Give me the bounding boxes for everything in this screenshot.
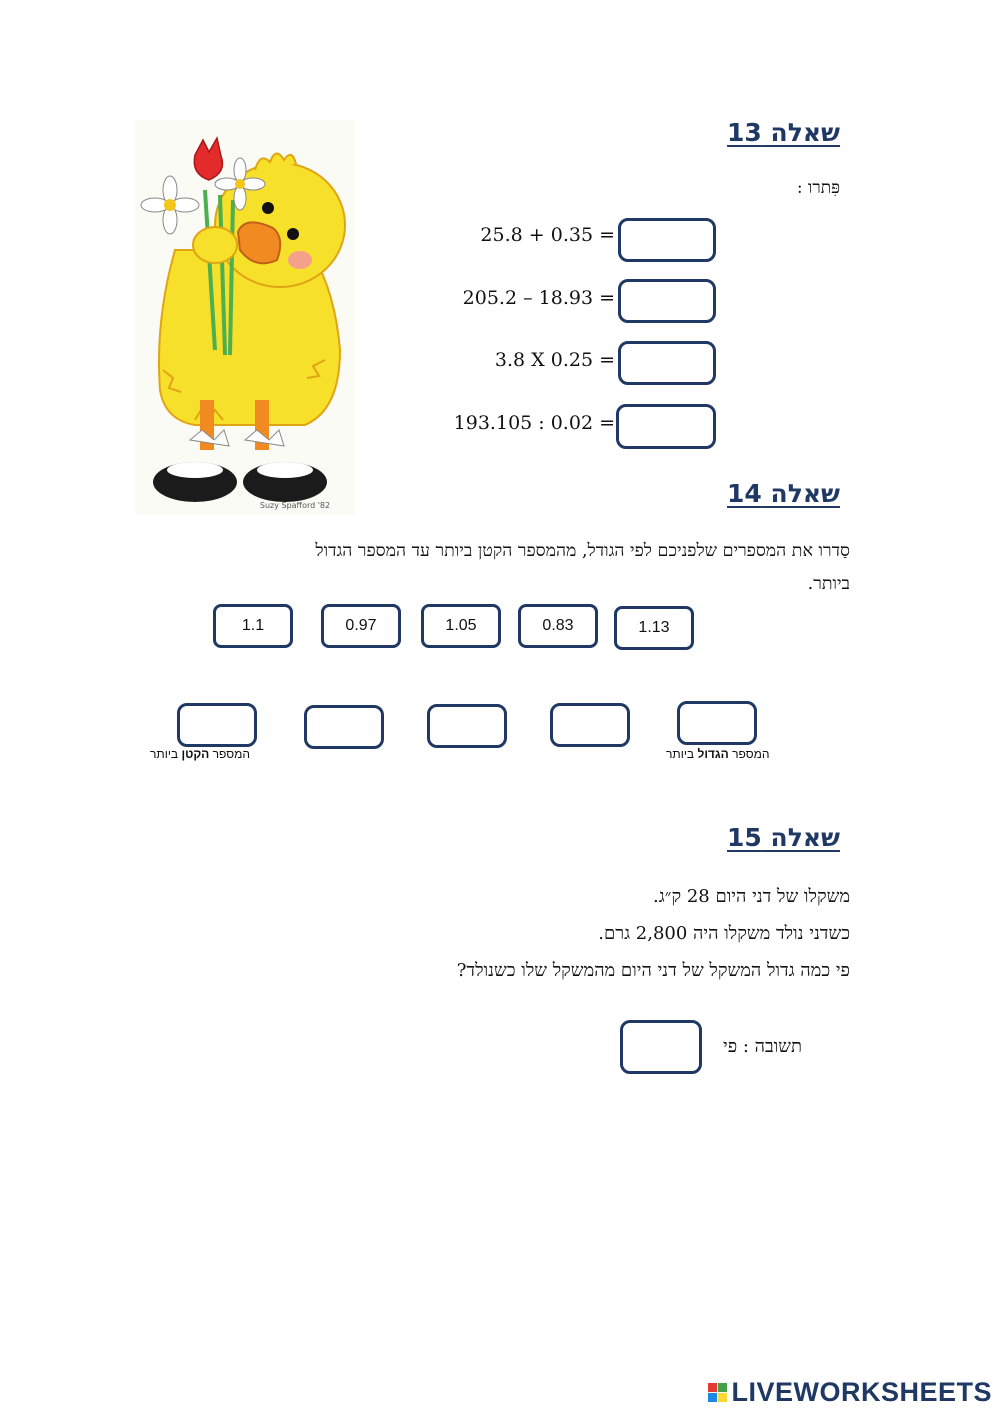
liveworksheets-logo <box>708 1377 992 1408</box>
q13-heading: שאלה 13 <box>727 118 840 147</box>
label-largest: המספר הגדול ביותר <box>666 747 770 761</box>
q14-order-slot-5[interactable] <box>677 701 757 745</box>
q14-number-tile[interactable]: 1.13 <box>614 606 694 650</box>
q13-equation-4: 193.105 : 0.02 = <box>453 412 615 434</box>
q15-line1: משקלו של דני היום 28 ק״ג. <box>652 886 850 907</box>
q14-order-slot-3[interactable] <box>427 704 507 748</box>
q14-order-slot-1[interactable] <box>177 703 257 747</box>
q13-instruction: פִּתרו : <box>796 178 840 198</box>
q13-answer-box-3[interactable] <box>618 341 716 385</box>
q13-equations <box>380 212 615 452</box>
q14-instruction-line2: ביותר. <box>807 574 850 594</box>
q14-number-tile[interactable]: 0.97 <box>321 604 401 648</box>
q15-line3: פי כמה גדול המשקל של דני היום מהמשקל שלו כשנולד? <box>456 960 850 981</box>
q15-heading: שאלה 15 <box>727 823 840 852</box>
q13-answer-box-4[interactable] <box>616 404 716 449</box>
q14-number-tile[interactable]: 0.83 <box>518 604 598 648</box>
q15-line2: כשדני נולד משקלו היה 2,800 גרם. <box>598 923 850 944</box>
label-smallest: המספר הקטן ביותר <box>150 747 250 761</box>
q13-equation-3: 3.8 X 0.25 = <box>494 349 615 371</box>
q14-heading: שאלה 14 <box>727 479 840 508</box>
q15-answer-box[interactable] <box>620 1020 702 1074</box>
logo-text: LIVEWORKSHEETS <box>731 1377 992 1407</box>
illustration-signature: Suzy Spafford '82 <box>259 501 331 510</box>
q14-number-tile[interactable]: 1.1 <box>213 604 293 648</box>
q14-order-slot-4[interactable] <box>550 703 630 747</box>
q14-order-slot-2[interactable] <box>304 705 384 749</box>
q15-answer-label: תשובה : פי <box>722 1036 802 1057</box>
q14-number-tile[interactable]: 1.05 <box>421 604 501 648</box>
duck-illustration <box>135 120 355 515</box>
q13-equation-1: 25.8 + 0.35 = <box>480 224 615 246</box>
q13-answer-box-2[interactable] <box>618 279 716 323</box>
q13-answer-box-1[interactable] <box>618 218 716 262</box>
q13-equation-2: 205.2 – 18.93 = <box>462 287 615 309</box>
q14-instruction-line1: סַדרו את המספרים שלפניכם לפי הגודל, מהמספר הקטן ביותר עד המספר הגדול <box>315 541 850 561</box>
logo-tiles-icon <box>708 1383 727 1402</box>
